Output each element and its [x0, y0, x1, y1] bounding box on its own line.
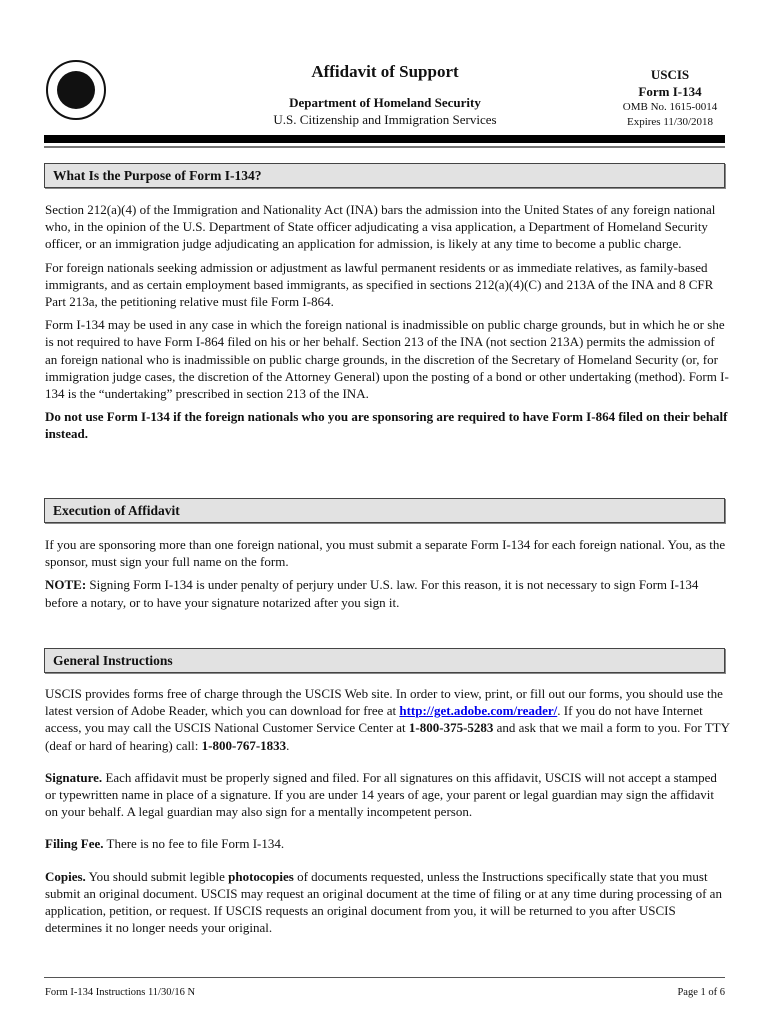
note-label: NOTE: [45, 577, 87, 593]
label: Signature. [45, 769, 103, 785]
agency-short: USCIS [650, 67, 690, 82]
section-heading-purpose [44, 163, 725, 188]
expiration-date: Expires 11/30/2018 [626, 116, 714, 128]
paragraph: Section 212(a)(4) of the Immigration and Nationality Act (INA) bars the admission into the United States of any foreign national who, in the opinion of the U.S. Department of State officer adjudicating a visa application, a Department of Homeland Security officer, or an immigration judge adjudicating an application for admission, is likely at any time to become a public charge. [45, 202, 716, 252]
section-heading-text: What Is the Purpose of Form I-134? [53, 168, 262, 183]
text: You should submit legible [85, 868, 229, 884]
paragraph [45, 685, 730, 754]
note-text: Signing Form I-134 is under penalty of perjury under U.S. law. For this reason, it is not necessary to sign Form I-134 before a notary, or to have your signature notarized after you sign it. [45, 577, 699, 610]
tty-phone-number: 1-800-767-1833 [201, 737, 287, 753]
page-number: Page 1 of 6 [677, 987, 725, 998]
text: Each affidavit must be properly signed and filed. For all signatures on this affidavit, USCIS will not accept a stamped or typewritten name in place of a signature. If you are under 14 years of age, your parent or legal guardian may sign the affidavit on your behalf. A legal guardian may also sign for a mentally incompetent person. [45, 769, 717, 820]
signature-paragraph [45, 769, 730, 821]
note-paragraph [45, 576, 730, 610]
section-purpose-body [45, 201, 730, 449]
agency-name: U.S. Citizenship and Immigration Services [273, 112, 497, 127]
adobe-reader-link[interactable]: http://get.adobe.com/reader/ [399, 703, 558, 719]
footer-divider [44, 977, 725, 978]
section-heading-execution [44, 498, 725, 523]
label: Copies. [45, 868, 86, 884]
text: photocopies [228, 868, 294, 884]
label: Filing Fee. [45, 836, 104, 852]
phone-number: 1-800-375-5283 [408, 720, 494, 736]
form-number: Form I-134 [638, 84, 702, 99]
header-divider-thick [44, 135, 725, 143]
warning-paragraph: Do not use Form I-134 if the foreign nationals who you are sponsoring are required to have Form I-864 filed on their behalf instead. [45, 409, 728, 442]
text: USCIS provides forms free of charge through the USCIS Web site. In order to view, print, or fill out our forms, you should use the latest version of Adobe Reader, which you can download for free at [45, 686, 723, 719]
page-title: Affidavit of Support [311, 62, 459, 81]
copies-paragraph [45, 868, 730, 937]
text: of documents requested, unless the Instructions specifically state that you must submit an original document. USCIS may request an original document at the time of filing or at any time during processing of an application, petition, or request. If USCIS requests an original document from you, it will be returned to you after USCIS determines it no longer needs your original. [45, 868, 722, 936]
form-meta [610, 66, 730, 130]
text: There is no fee to file Form I-134. [103, 836, 285, 852]
section-execution-body [45, 536, 730, 617]
paragraph: If you are sponsoring more than one foreign national, you must submit a separate Form I-134 for each foreign national. You, as the sponsor, must sign your full name on the form. [45, 537, 726, 570]
omb-number: OMB No. 1615-0014 [622, 101, 718, 113]
header-divider-thin [44, 146, 725, 148]
footer-form-info: Form I-134 Instructions 11/30/16 N [45, 987, 196, 998]
department-name: Department of Homeland Security [289, 95, 481, 110]
text: . [286, 737, 290, 753]
section-heading-general [44, 648, 725, 673]
paragraph: Form I-134 may be used in any case in which the foreign national is inadmissible on public charge grounds, but in which he or she is not required to have Form I-864 filed on his or her behalf. Section 213 of the INA (not section 213A) permits the admission of an foreign national who is inadmissible on public charge grounds, in the discretion of the Secretary of Homeland Security (or, for immigration judge cases, the discretion of the Attorney General) upon the posting of a bond or other undertaking (method). Form I-134 is the “undertaking” prescribed in section 213 of the INA. [45, 317, 729, 402]
paragraph: For foreign nationals seeking admission or adjustment as lawful permanent residents or as immediate relatives, as family-based immigrants, and as certain employment based immigrants, as specified in sections 212(a)(4)(C) and 213A of the INA and 8 CFR Part 213a, the petitioning relative must file Form I-864. [45, 259, 714, 310]
text: and ask that we mail a form to you. For TTY (deaf or hard of hearing) call: [45, 720, 730, 753]
section-general-body [45, 685, 730, 942]
filing-fee-paragraph [45, 835, 730, 852]
section-heading-text: Execution of Affidavit [53, 503, 180, 518]
section-heading-text: General Instructions [53, 653, 173, 668]
text: . If you do not have Internet access, you may call the USCIS National Customer Service Center at [45, 703, 703, 736]
